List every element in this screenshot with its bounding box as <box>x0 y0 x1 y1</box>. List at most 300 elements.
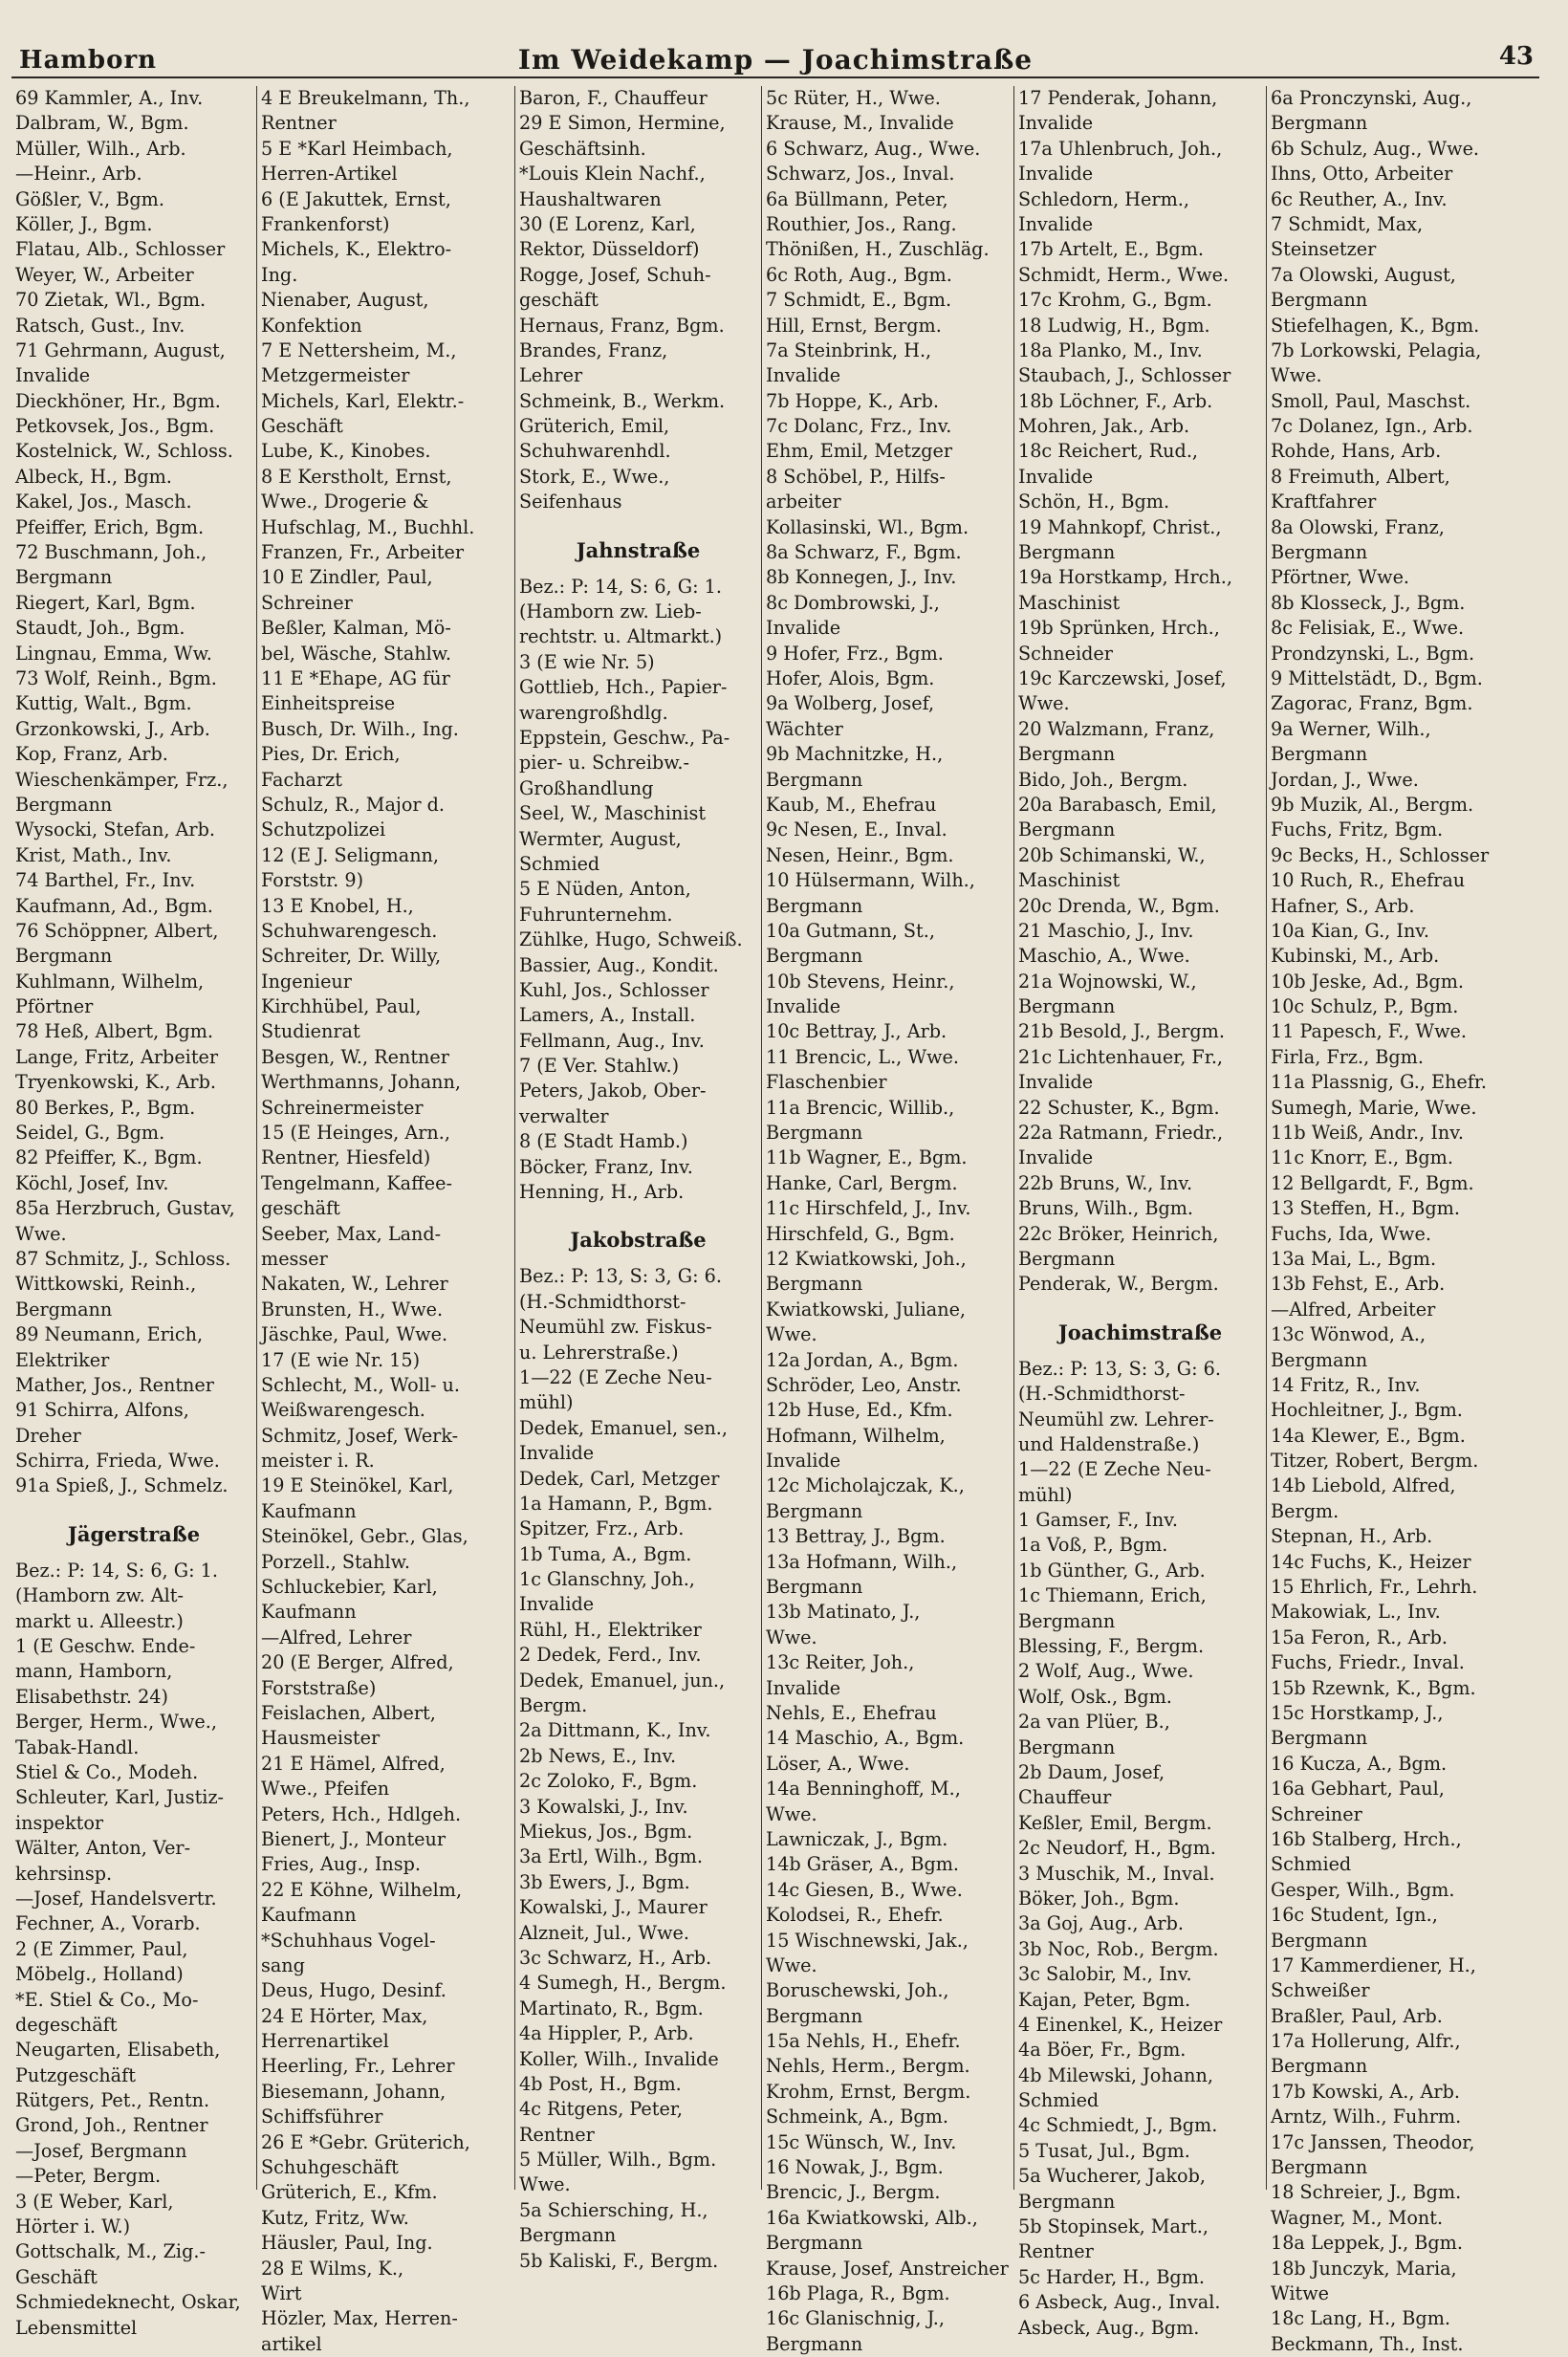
directory-entry: *Schuhhaus Vogel- <box>261 1929 436 1952</box>
directory-entry: 5 Tusat, Jul., Bgm. <box>1018 2139 1190 2162</box>
directory-entry: Thönißen, H., Zuschläg. <box>766 238 990 261</box>
directory-entry: Dedek, Emanuel, jun., <box>519 1669 726 1691</box>
directory-entry: 10 Ruch, R., Ehefrau <box>1271 869 1466 892</box>
directory-entry: Bido, Joh., Bergm. <box>1018 768 1188 791</box>
directory-entry: 7b Lorkowski, Pelagia, <box>1271 338 1482 361</box>
directory-entry: Gößler, V., Bgm. <box>15 187 164 210</box>
directory-entry: Feislachen, Albert, <box>261 1702 436 1724</box>
directory-entry: Fuhrunternehm. <box>519 903 673 926</box>
directory-entry: Bergmann <box>1018 1609 1116 1632</box>
directory-entry: Rühl, H., Elektriker <box>519 1618 702 1641</box>
directory-entry: Staubach, J., Schlosser <box>1018 364 1231 387</box>
directory-entry: 8 (E Stadt Hamb.) <box>519 1130 688 1153</box>
directory-entry: Lange, Fritz, Arbeiter <box>15 1045 219 1068</box>
directory-entry: 6 Schwarz, Aug., Wwe. <box>766 137 981 160</box>
directory-entry: 18a Leppek, J., Bgm. <box>1271 2232 1463 2255</box>
directory-entry: 10c Bettray, J., Arb. <box>766 1020 947 1043</box>
directory-entry: Schledorn, Herm., <box>1018 187 1189 210</box>
directory-entry: Fuchs, Ida, Wwe. <box>1271 1222 1431 1245</box>
directory-entry: 18b Junczyk, Maria, <box>1271 2257 1457 2280</box>
directory-entry: Fechner, A., Vorarb. <box>15 1912 201 1935</box>
directory-entry: 13a Mai, L., Bgm. <box>1271 1247 1437 1270</box>
directory-entry: Wwe. <box>766 1802 817 1825</box>
directory-entry: 21 Maschio, J., Inv. <box>1018 919 1194 942</box>
directory-entry: 6c Reuther, A., Inv. <box>1271 187 1448 210</box>
directory-entry: 6a Büllmann, Peter, <box>766 187 948 210</box>
directory-entry: Busch, Dr. Wilh., Ing. <box>261 717 459 740</box>
directory-entry: 8 Schöbel, P., Hilfs- <box>766 465 946 488</box>
directory-entry: 2b News, E., Inv. <box>519 1744 677 1767</box>
directory-entry: Schmiedeknecht, Oskar, <box>15 2291 241 2314</box>
directory-entry: Nehls, E., Ehefrau <box>766 1702 937 1724</box>
directory-columns <box>11 86 1541 2355</box>
directory-entry: 12 Kwiatkowski, Joh., <box>766 1247 967 1270</box>
directory-entry: Herren-Artikel <box>261 163 398 186</box>
directory-entry: Spitzer, Frz., Arb. <box>519 1517 685 1540</box>
directory-entry: Firla, Frz., Bgm. <box>1271 1045 1424 1068</box>
directory-entry: 7a Steinbrink, H., <box>766 338 932 361</box>
directory-entry: 30 (E Lorenz, Karl, <box>519 212 696 235</box>
directory-entry: 10c Schulz, P., Bgm. <box>1271 995 1459 1018</box>
directory-entry: Gottlieb, Hch., Papier- <box>519 676 728 699</box>
directory-entry: Krohm, Ernst, Bergm. <box>766 2080 971 2103</box>
directory-entry: Grüterich, Emil, <box>519 415 670 438</box>
directory-entry: 6 (E Jakuttek, Ernst, <box>261 187 451 210</box>
directory-entry: (H.-Schmidthorst- <box>1018 1383 1186 1406</box>
directory-entry: 4 E Breukelmann, Th., <box>261 87 470 109</box>
directory-entry: Stiel & Co., Modeh. <box>15 1761 199 1783</box>
directory-entry: Krist, Math., Inv. <box>15 843 172 866</box>
directory-entry: Keßler, Emil, Bergm. <box>1018 1811 1212 1834</box>
directory-entry: Wälter, Anton, Ver- <box>15 1837 191 1860</box>
directory-entry: Dreher <box>15 1424 81 1447</box>
street-heading: Jägerstraße <box>67 1521 201 1546</box>
directory-entry: 69 Kammler, A., Inv. <box>15 87 204 109</box>
directory-entry: Bergmann <box>1271 2055 1368 2078</box>
directory-entry: Grond, Joh., Rentner <box>15 2114 208 2137</box>
directory-entry: Pfeiffer, Erich, Bgm. <box>15 515 205 538</box>
directory-entry: Fuchs, Fritz, Bgm. <box>1271 818 1444 841</box>
directory-entry: Wermter, August, <box>519 827 682 850</box>
directory-entry: 74 Barthel, Fr., Inv. <box>15 869 196 892</box>
directory-entry: Hausmeister <box>261 1727 381 1750</box>
directory-entry: 11c Knorr, E., Bgm. <box>1271 1146 1453 1169</box>
directory-entry: Kuhlmann, Wilhelm, <box>15 970 205 993</box>
directory-entry: 5b Kaliski, F., Bergm. <box>519 2249 719 2272</box>
directory-entry: und Haldenstraße.) <box>1018 1432 1200 1455</box>
directory-entry: Bergmann <box>1271 743 1368 766</box>
directory-entry: 5b Stopinsek, Mart., <box>1018 2215 1209 2238</box>
directory-entry: 1a Hamann, P., Bgm. <box>519 1492 713 1515</box>
directory-entry: 8a Olowski, Franz, <box>1271 515 1445 538</box>
directory-entry: Wwe. <box>15 1222 67 1245</box>
directory-entry: Schleuter, Karl, Justiz- <box>15 1786 225 1809</box>
directory-entry: mühl) <box>1018 1483 1073 1506</box>
directory-entry: Franzen, Fr., Arbeiter <box>261 541 465 564</box>
directory-entry: Schuhgeschäft <box>261 2156 399 2179</box>
directory-entry: 3 Muschik, M., Inval. <box>1018 1862 1215 1885</box>
directory-entry: Bergmann <box>15 566 113 589</box>
directory-entry: Nakaten, W., Lehrer <box>261 1273 448 1296</box>
directory-entry: Rentner <box>1018 2240 1094 2263</box>
directory-entry: Geschäft <box>261 415 343 438</box>
directory-entry: Facharzt <box>261 768 342 791</box>
directory-entry: 5 Müller, Wilh., Bgm. <box>519 2149 717 2171</box>
directory-entry: 21b Besold, J., Bergm. <box>1018 1020 1225 1043</box>
directory-entry: Schmidt, Herm., Wwe. <box>1018 263 1230 286</box>
directory-entry: 8 Freimuth, Albert, <box>1271 465 1450 488</box>
directory-entry: 18c Reichert, Rud., <box>1018 440 1199 463</box>
directory-entry: Invalide <box>519 1442 595 1465</box>
directory-entry: 29 E Simon, Hermine, <box>519 112 726 135</box>
directory-entry: —Heinr., Arb. <box>15 163 142 186</box>
directory-entry: Eppstein, Geschw., Pa- <box>519 726 730 749</box>
directory-entry: 80 Berkes, P., Bgm. <box>15 1096 196 1119</box>
directory-entry: 9b Muzik, Al., Bergm. <box>1271 793 1474 816</box>
directory-entry: Dieckhöner, Hr., Bgm. <box>15 389 221 412</box>
directory-entry: Bez.: P: 14, S: 6, G: 1. <box>519 575 722 598</box>
directory-entry: Rentner, Hiesfeld) <box>261 1146 431 1169</box>
directory-entry: Bez.: P: 13, S: 3, G: 6. <box>1018 1357 1221 1380</box>
directory-entry: Steinsetzer <box>1271 238 1377 261</box>
directory-entry: Schön, H., Bgm. <box>1018 491 1170 513</box>
directory-entry: Brencic, J., Bergm. <box>766 2181 941 2204</box>
directory-entry: 72 Buschmann, Joh., <box>15 541 207 564</box>
directory-entry: Makowiak, L., Inv. <box>1271 1601 1441 1624</box>
directory-entry: 7 Schmidt, E., Bgm. <box>766 289 952 312</box>
directory-entry: 8c Felisiak, E., Wwe. <box>1271 617 1465 640</box>
directory-entry: 20c Drenda, W., Bgm. <box>1018 894 1220 917</box>
directory-entry: Schreiter, Dr. Willy, <box>261 945 442 968</box>
directory-entry: 8c Dombrowski, J., <box>766 591 940 614</box>
directory-entry: 11b Weiß, Andr., Inv. <box>1271 1122 1464 1145</box>
directory-entry: Martinato, R., Bgm. <box>519 1997 704 2019</box>
directory-entry: Hirschfeld, G., Bgm. <box>766 1222 955 1245</box>
directory-entry: Kop, Franz, Arb. <box>15 743 168 766</box>
directory-entry: Kirchhübel, Paul, <box>261 995 422 1018</box>
directory-entry: 7 E Nettersheim, M., <box>261 338 457 361</box>
directory-entry: 11 Papesch, F., Wwe. <box>1271 1020 1468 1043</box>
directory-entry: Konfektion <box>261 314 362 337</box>
directory-entry: 1c Thiemann, Erich, <box>1018 1584 1207 1607</box>
directory-entry: 1b Günther, G., Arb. <box>1018 1559 1206 1582</box>
directory-entry: —Peter, Bergm. <box>15 2165 162 2188</box>
directory-entry: 15b Rzewnk, K., Bgm. <box>1271 1676 1476 1699</box>
directory-entry: Kuhl, Jos., Schlosser <box>519 978 709 1001</box>
directory-entry: Bergmann <box>766 894 863 917</box>
directory-entry: 78 Heß, Albert, Bgm. <box>15 1020 214 1043</box>
directory-entry: 6b Schulz, Aug., Wwe. <box>1271 137 1480 160</box>
directory-entry: Fuchs, Friedr., Inval. <box>1271 1651 1465 1674</box>
directory-entry: Forststr. 9) <box>261 869 364 892</box>
directory-entry: 9 Hofer, Frz., Bgm. <box>766 642 944 665</box>
directory-entry: inspektor <box>15 1811 104 1834</box>
directory-entry: Tryenkowski, K., Arb. <box>15 1071 216 1094</box>
directory-entry: 1 (E Geschw. Ende- <box>15 1635 196 1658</box>
directory-entry: Kowalski, J., Maurer <box>519 1896 708 1919</box>
directory-entry: Schuhwarenhdl. <box>519 440 671 463</box>
directory-entry: *Louis Klein Nachf., <box>519 163 706 186</box>
directory-entry: 9b Machnitzke, H., <box>766 743 944 766</box>
directory-entry: Beckmann, Th., Inst. <box>1271 2332 1464 2355</box>
directory-entry: Zagorac, Franz, Bgm. <box>1271 692 1473 715</box>
directory-entry: Pförtner <box>15 995 94 1018</box>
directory-entry: 19 Mahnkopf, Christ., <box>1018 515 1222 538</box>
directory-entry: Wwe. <box>519 2173 571 2196</box>
directory-entry: Lube, K., Kinobes. <box>261 440 431 463</box>
directory-entry: 12 (E J. Seligmann, <box>261 843 440 866</box>
directory-entry: Berger, Herm., Wwe., <box>15 1711 217 1734</box>
directory-entry: 7a Olowski, August, <box>1271 263 1456 286</box>
directory-entry: 71 Gehrmann, August, <box>15 338 226 361</box>
directory-entry: 16b Plaga, R., Bgm. <box>766 2281 950 2304</box>
directory-entry: Kaub, M., Ehefrau <box>766 793 937 816</box>
directory-entry: Neumühl zw. Fiskus- <box>519 1316 712 1339</box>
directory-entry: 11a Brencic, Willib., <box>766 1096 955 1119</box>
directory-entry: 7 Schmidt, Max, <box>1271 212 1424 235</box>
directory-entry: Titzer, Robert, Bergm. <box>1271 1450 1479 1473</box>
directory-entry: 3a Ertl, Wilh., Bgm. <box>519 1845 703 1868</box>
directory-entry: meister i. R. <box>261 1450 375 1473</box>
directory-entry: Kutz, Fritz, Ww. <box>261 2206 409 2229</box>
directory-entry: Bergmann <box>766 2332 863 2355</box>
directory-entry: Hofmann, Wilhelm, <box>766 1424 946 1447</box>
directory-entry: Wwe. <box>1018 692 1070 715</box>
directory-entry: 3 (E wie Nr. 5) <box>519 650 655 673</box>
directory-entry: Kubinski, M., Arb. <box>1271 945 1440 968</box>
directory-entry: Ing. <box>261 263 298 286</box>
directory-entry: 9a Werner, Wilh., <box>1271 717 1431 740</box>
directory-entry: Hanke, Carl, Bergm. <box>766 1171 958 1194</box>
directory-entry: Steinökel, Gebr., Glas, <box>261 1525 468 1548</box>
directory-entry: (Hamborn zw. Lieb- <box>519 600 702 623</box>
directory-entry: 15 Wischnewski, Jak., <box>766 1929 969 1952</box>
directory-entry: Studienrat <box>261 1020 360 1043</box>
directory-entry: Pies, Dr. Erich, <box>261 743 401 766</box>
directory-entry: Häusler, Paul, Ing. <box>261 2232 433 2255</box>
directory-entry: 15c Wünsch, W., Inv. <box>766 2130 957 2153</box>
page-number: 43 <box>1498 42 1534 71</box>
directory-entry: 1a Voß, P., Bgm. <box>1018 1534 1168 1557</box>
directory-entry: degeschäft <box>15 2013 118 2036</box>
directory-entry: Bruns, Wilh., Bgm. <box>1018 1197 1194 1220</box>
directory-entry: Gesper, Wilh., Bgm. <box>1271 1878 1455 1901</box>
directory-entry: 19a Horstkamp, Hrch., <box>1018 566 1232 589</box>
directory-entry: Schreinermeister <box>261 1096 424 1119</box>
directory-entry: 3b Noc, Rob., Bergm. <box>1018 1937 1219 1960</box>
directory-entry: 14 Maschio, A., Bgm. <box>766 1727 965 1750</box>
directory-entry: 8b Klosseck, J., Bgm. <box>1271 591 1466 614</box>
directory-entry: 3 (E Weber, Karl, <box>15 2190 174 2213</box>
directory-entry: 91a Spieß, J., Schmelz. <box>15 1474 229 1497</box>
directory-entry: 70 Zietak, Wl., Bgm. <box>15 289 207 312</box>
directory-entry: Fellmann, Aug., Inv. <box>519 1029 705 1052</box>
directory-entry: 21c Lichtenhauer, Fr., <box>1018 1045 1224 1068</box>
directory-entry: —Alfred, Lehrer <box>261 1626 412 1648</box>
directory-entry: 7b Hoppe, K., Arb. <box>766 389 940 412</box>
directory-entry: Werthmanns, Johann, <box>261 1071 462 1094</box>
directory-entry: Kaufmann <box>261 1601 357 1624</box>
directory-entry: 15a Feron, R., Arb. <box>1271 1626 1448 1648</box>
directory-entry: Wirt <box>261 2281 302 2304</box>
directory-entry: 4 Sumegh, H., Bergm. <box>519 1972 727 1995</box>
directory-entry: 1—22 (E Zeche Neu- <box>519 1365 712 1388</box>
directory-entry: Michels, Karl, Elektr.- <box>261 389 465 412</box>
directory-entry: arbeiter <box>766 491 841 513</box>
directory-entry: 9 Mittelstädt, D., Bgm. <box>1271 666 1483 689</box>
directory-entry: Pförtner, Wwe. <box>1271 566 1410 589</box>
directory-entry: geschäft <box>261 1197 340 1220</box>
directory-entry: Großhandlung <box>519 776 654 799</box>
directory-entry: Sumegh, Marie, Wwe. <box>1271 1096 1477 1119</box>
directory-column-6 <box>1266 86 1541 2355</box>
directory-entry: Lamers, A., Install. <box>519 1004 696 1027</box>
directory-entry: geschäft <box>519 289 599 312</box>
directory-entry: Mather, Jos., Rentner <box>15 1373 214 1396</box>
directory-entry: Fries, Aug., Insp. <box>261 1853 421 1876</box>
directory-entry: Schulz, R., Major d. <box>261 793 446 816</box>
directory-entry: Schmied <box>519 852 600 875</box>
directory-entry: 1 Gamser, F., Inv. <box>1018 1509 1178 1532</box>
directory-entry: 11 E *Ehape, AG für <box>261 666 450 689</box>
directory-entry: 17 (E wie Nr. 15) <box>261 1348 421 1371</box>
directory-entry: 10 E Zindler, Paul, <box>261 566 433 589</box>
directory-entry: Bergmann <box>1271 112 1368 135</box>
directory-entry: 12c Micholajczak, K., <box>766 1474 965 1497</box>
directory-entry: 20b Schimanski, W., <box>1018 843 1206 866</box>
directory-entry: Elektriker <box>15 1348 110 1371</box>
directory-entry: 2 (E Zimmer, Paul, <box>15 1937 188 1960</box>
directory-entry: 19b Sprünken, Hrch., <box>1018 617 1220 640</box>
directory-entry: markt u. Alleestr.) <box>15 1609 184 1632</box>
directory-entry: Neugarten, Elisabeth, <box>15 2039 221 2062</box>
directory-entry: 9c Nesen, E., Inval. <box>766 818 947 841</box>
directory-entry: Schirra, Frieda, Wwe. <box>15 1450 220 1473</box>
directory-entry: Bergmann <box>1271 1348 1368 1371</box>
directory-entry: Routhier, Jos., Rang. <box>766 212 957 235</box>
directory-entry: Nehls, Herm., Bergm. <box>766 2055 970 2078</box>
directory-entry: 18a Planko, M., Inv. <box>1018 338 1203 361</box>
directory-entry: Möbelg., Holland) <box>15 1963 184 1986</box>
directory-entry: —Josef, Bergmann <box>15 2139 187 2162</box>
directory-entry: 28 E Wilms, K., <box>261 2257 404 2280</box>
directory-entry: 6a Pronczynski, Aug., <box>1271 87 1472 109</box>
directory-entry: 7c Dolanc, Frz., Inv. <box>766 415 952 438</box>
directory-entry: Jäschke, Paul, Wwe. <box>261 1323 448 1346</box>
directory-entry: 19c Karczewski, Josef, <box>1018 666 1227 689</box>
directory-entry: Invalide <box>519 1593 595 1616</box>
directory-column-4 <box>761 86 1013 2355</box>
directory-entry: Hochleitner, J., Bgm. <box>1271 1399 1463 1422</box>
directory-entry: 26 E *Gebr. Grüterich, <box>261 2130 470 2153</box>
directory-entry: mühl) <box>519 1391 574 1414</box>
directory-entry: 18b Löchner, F., Arb. <box>1018 389 1213 412</box>
directory-entry: Rentner <box>519 2123 595 2146</box>
directory-entry: 16 Nowak, J., Bgm. <box>766 2156 944 2179</box>
directory-entry: *E. Stiel & Co., Mo- <box>15 1988 199 2011</box>
directory-entry: Bez.: P: 13, S: 3, G: 6. <box>519 1265 722 1288</box>
directory-entry: Jordan, J., Wwe. <box>1271 768 1419 791</box>
directory-entry: 17a Hollerung, Alfr., <box>1271 2030 1461 2053</box>
directory-entry: Hernaus, Franz, Bgm. <box>519 314 725 337</box>
directory-entry: Bergmann <box>15 793 113 816</box>
directory-entry: 10a Gutmann, St., <box>766 919 935 942</box>
directory-entry: 6 Asbeck, Aug., Inval. <box>1018 2291 1221 2314</box>
directory-entry: 3b Ewers, J., Bgm. <box>519 1870 690 1893</box>
directory-entry: Bergmann <box>1271 1929 1368 1952</box>
directory-entry: Bassier, Aug., Kondit. <box>519 953 719 976</box>
directory-entry: Bergmann <box>1018 2190 1116 2213</box>
directory-entry: Staudt, Joh., Bgm. <box>15 617 185 640</box>
directory-entry: Smoll, Paul, Maschst. <box>1271 389 1471 412</box>
directory-entry: Wolf, Osk., Bgm. <box>1018 1685 1172 1708</box>
directory-entry: verwalter <box>519 1104 609 1127</box>
directory-entry: 18c Lang, H., Bgm. <box>1271 2307 1450 2330</box>
directory-entry: 22 E Köhne, Wilhelm, <box>261 1878 463 1901</box>
directory-entry: Heerling, Fr., Lehrer <box>261 2055 455 2078</box>
directory-entry: 13b Fehst, E., Arb. <box>1271 1273 1446 1296</box>
directory-entry: Wwe., Drogerie & <box>261 491 429 513</box>
directory-entry: Nienaber, August, <box>261 289 429 312</box>
directory-entry: artikel <box>261 2332 322 2355</box>
directory-entry: Kolodsei, R., Ehefr. <box>766 1904 944 1927</box>
directory-entry: Invalide <box>1018 1146 1094 1169</box>
directory-entry: Tengelmann, Kaffee- <box>261 1171 452 1194</box>
directory-entry: 16c Glanischnig, J., <box>766 2307 945 2330</box>
directory-entry: Hözler, Max, Herren- <box>261 2307 458 2330</box>
directory-entry: Miekus, Jos., Bgm. <box>519 1821 693 1843</box>
directory-entry: Kajan, Peter, Bgm. <box>1018 1988 1191 2011</box>
directory-entry: Kakel, Jos., Masch. <box>15 491 192 513</box>
directory-entry: 3c Schwarz, H., Arb. <box>519 1946 712 1969</box>
directory-entry: 1c Glanschny, Joh., <box>519 1568 695 1591</box>
directory-entry: Petkovsek, Jos., Bgm. <box>15 415 215 438</box>
directory-entry: Stiefelhagen, K., Bgm. <box>1271 314 1480 337</box>
directory-entry: Wächter <box>766 717 843 740</box>
directory-entry: Metzgermeister <box>261 364 410 387</box>
directory-entry: Lebensmittel <box>15 2316 138 2339</box>
directory-entry: Neumühl zw. Lehrer- <box>1018 1408 1214 1430</box>
directory-entry: Braßler, Paul, Arb. <box>1271 2004 1443 2027</box>
directory-entry: Bergmann <box>1018 995 1116 1018</box>
directory-entry: 11c Hirschfeld, J., Inv. <box>766 1197 971 1220</box>
directory-entry: 2c Zoloko, F., Bgm. <box>519 1770 698 1793</box>
directory-entry: Bergmann <box>1271 2156 1368 2179</box>
directory-entry: Seidel, G., Bgm. <box>15 1122 165 1145</box>
directory-entry: 15 (E Heinges, Arn., <box>261 1122 450 1145</box>
directory-entry: Böcker, Franz, Inv. <box>519 1155 693 1178</box>
directory-entry: Lingnau, Emma, Ww. <box>15 642 212 665</box>
directory-entry: Bergmann <box>15 1298 113 1320</box>
directory-entry: 9c Becks, H., Schlosser <box>1271 843 1490 866</box>
directory-entry: 16a Gebhart, Paul, <box>1271 1778 1445 1800</box>
directory-entry: 4b Post, H., Bgm. <box>519 2072 682 2095</box>
directory-entry: Flatau, Alb., Schlosser <box>15 238 226 261</box>
directory-entry: Beßler, Kalman, Mö- <box>261 617 451 640</box>
directory-entry: 15c Horstkamp, J., <box>1271 1702 1444 1724</box>
directory-entry: 2a Dittmann, K., Inv. <box>519 1719 711 1742</box>
directory-entry: Weißwarengesch. <box>261 1399 425 1422</box>
directory-entry: kehrsinsp. <box>15 1862 113 1885</box>
directory-entry: Schröder, Leo, Anstr. <box>766 1373 962 1396</box>
directory-entry: Schmied <box>1271 1853 1352 1876</box>
directory-entry: Dedek, Emanuel, sen., <box>519 1416 729 1439</box>
directory-entry: 18 Schreier, J., Bgm. <box>1271 2181 1462 2204</box>
directory-entry: (Hamborn zw. Alt- <box>15 1584 184 1607</box>
directory-entry: 14c Giesen, B., Wwe. <box>766 1878 963 1901</box>
directory-entry: 1b Tuma, A., Bgm. <box>519 1542 692 1565</box>
directory-entry: Maschinist <box>1018 869 1121 892</box>
